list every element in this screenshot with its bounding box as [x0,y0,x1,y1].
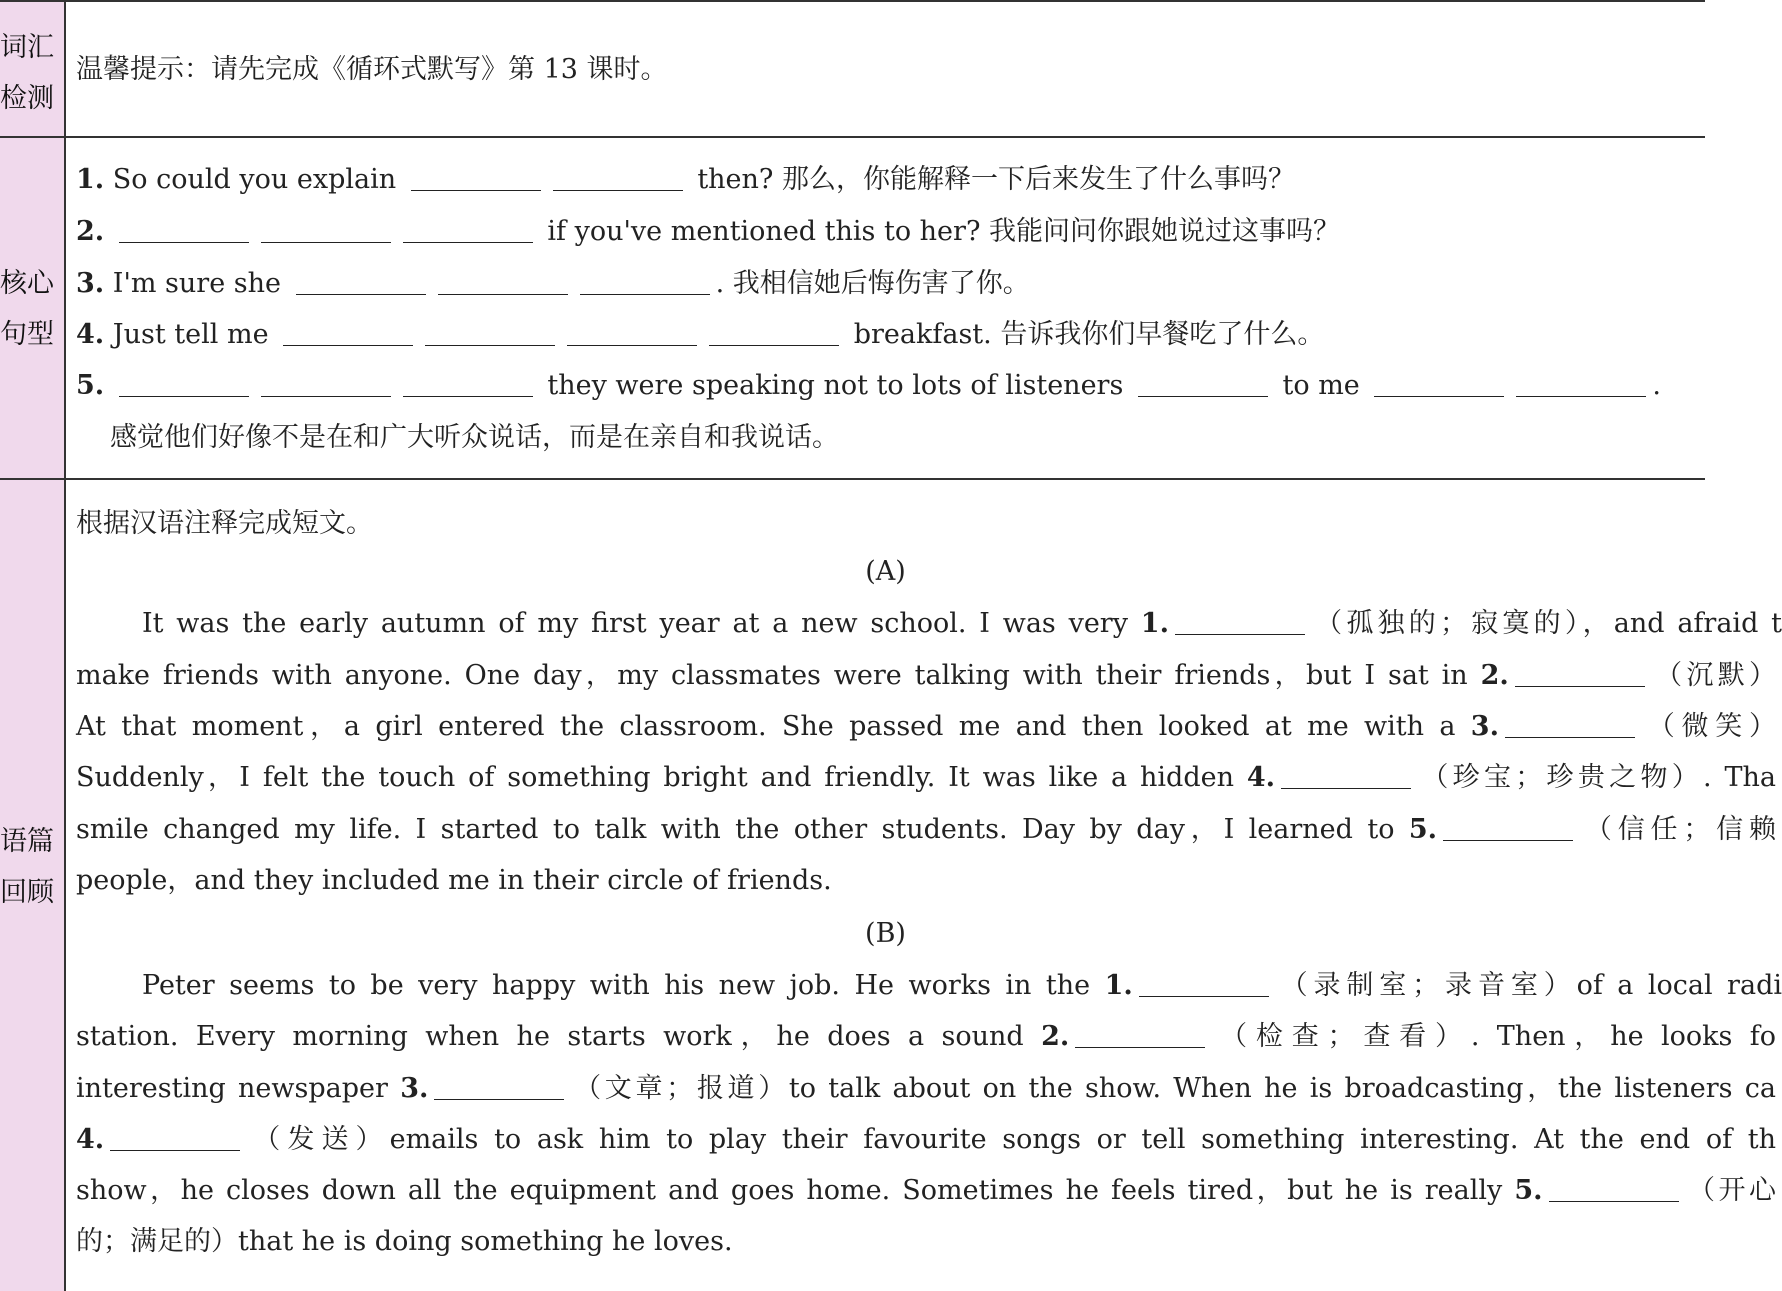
answer-blank[interactable] [119,368,249,397]
answer-blank[interactable] [1281,760,1411,789]
passage-a-title: (A) [865,556,906,587]
answer-blank[interactable] [567,317,697,346]
passage-a-line-6: people，and they included me in their circle of friends. [76,865,832,896]
answer-blank[interactable] [261,368,391,397]
answer-blank[interactable] [1374,368,1504,397]
answer-blank[interactable] [1443,812,1573,841]
passage-a-line-2: make friends with anyone. One day，my classmates were talking with their friends，but I sat in 2. （沉默） [76,660,1776,691]
sentence-item-2: 2. if you've mentioned this to her? 我能问问你跟她说过这事吗？ [76,216,1340,247]
answer-blank[interactable] [709,317,839,346]
answer-blank[interactable] [411,162,541,191]
answer-blank[interactable] [1138,368,1268,397]
passages-label: 语篇 回顾 [0,480,66,1291]
passages-content [66,480,1782,1291]
passage-b-line-2: station. Every morning when he starts work，he does a sound 2. （检查；查看）. Then，he looks fo [76,1021,1776,1052]
passage-a-line-1: It was the early autumn of my first year at a new school. I was very 1. （孤独的；寂寞的），and afraid t [142,608,1782,639]
answer-blank[interactable] [1549,1173,1679,1202]
answer-blank[interactable] [1505,709,1635,738]
vocab-content [66,2,1705,136]
answer-blank[interactable] [1139,968,1269,997]
answer-blank[interactable] [1075,1019,1205,1048]
answer-blank[interactable] [261,214,391,243]
passage-b-line-3: interesting newspaper 3. （文章；报道）to talk about on the show. When he is broadcasting，the listeners ca [76,1073,1776,1104]
answer-blank[interactable] [580,266,710,295]
passage-b-title: (B) [865,918,906,949]
sentences-row [0,138,1705,480]
sentences-label: 核心 句型 [0,138,66,478]
answer-blank[interactable] [1515,658,1645,687]
passage-a-line-3: At that moment，a girl entered the classroom. She passed me and then looked at me with a 3. （微笑） [76,711,1776,742]
passage-b-line-1: Peter seems to be very happy with his new job. He works in the 1. （录制室；录音室）of a local radi [142,970,1782,1001]
answer-blank[interactable] [425,317,555,346]
passage-b-line-6: 的；满足的）that he is doing something he loves. [76,1226,733,1257]
sentence-item-5-translation: 感觉他们好像不是在和广大听众说话，而是在亲自和我说话。 [110,422,839,453]
vocab-label: 词汇 检测 [0,2,66,136]
vocab-row [0,0,1705,138]
sentence-item-4: 4. Just tell me breakfast. 告诉我你们早餐吃了什么。 [76,319,1325,350]
passage-a-line-5: smile changed my life. I started to talk with the other students. Day by day，I learned to 5. （信任；信赖 [76,814,1777,845]
sentence-item-5: 5. they were speaking not to lots of listeners to me . [76,370,1661,401]
answer-blank[interactable] [119,214,249,243]
passage-a-line-4: Suddenly，I felt the touch of something bright and friendly. It was like a hidden 4. （珍宝；珍贵之物）. Tha [76,762,1776,793]
passage-instruction: 根据汉语注释完成短文。 [76,508,373,539]
passages-row [0,480,1782,1291]
answer-blank[interactable] [403,214,533,243]
sentence-item-3: 3. I'm sure she . 我相信她后悔伤害了你。 [76,268,1030,299]
answer-blank[interactable] [296,266,426,295]
answer-blank[interactable] [434,1071,564,1100]
passage-b-line-4: 4. （发送）emails to ask him to play their favourite songs or tell something interesting. At the end of th [76,1124,1776,1155]
answer-blank[interactable] [438,266,568,295]
sentence-item-1: 1. So could you explain then? 那么，你能解释一下后来发生了什么事吗？ [76,164,1295,195]
answer-blank[interactable] [1175,606,1305,635]
answer-blank[interactable] [553,162,683,191]
sentences-content [66,138,1705,478]
answer-blank[interactable] [1516,368,1646,397]
passage-b-line-5: show，he closes down all the equipment and goes home. Sometimes he feels tired，but he is really 5. （开心 [76,1175,1776,1206]
vocab-tip: 温馨提示：请先完成《循环式默写》第 13 课时。 [76,54,668,85]
answer-blank[interactable] [283,317,413,346]
answer-blank[interactable] [403,368,533,397]
answer-blank[interactable] [110,1122,240,1151]
